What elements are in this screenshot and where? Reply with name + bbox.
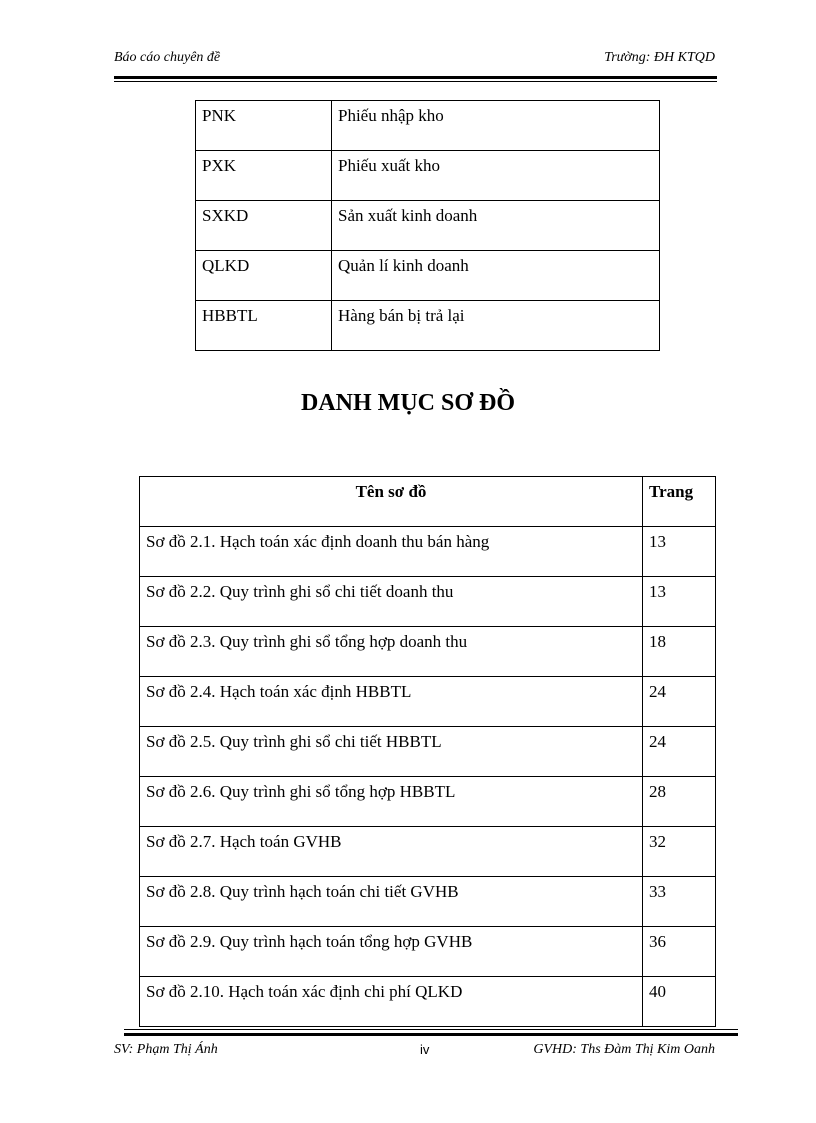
- column-header-page: Trang: [643, 477, 716, 527]
- table-header-row: [140, 477, 716, 527]
- abbr-code: SXKD: [196, 201, 332, 251]
- abbr-meaning: Phiếu xuất kho: [332, 151, 660, 201]
- header-rule-thin: [114, 81, 717, 82]
- header-report-title: Báo cáo chuyên đề: [114, 50, 221, 65]
- diagram-page: 36: [643, 927, 716, 977]
- diagram-list-table: [139, 476, 716, 1027]
- diagram-page: 13: [643, 527, 716, 577]
- diagram-name: Sơ đồ 2.9. Quy trình hạch toán tổng hợp GVHB: [140, 927, 643, 977]
- section-title: DANH MỤC SƠ ĐỒ: [301, 390, 515, 416]
- footer-rule-thin: [124, 1029, 738, 1030]
- abbr-code: PXK: [196, 151, 332, 201]
- diagram-name: Sơ đồ 2.4. Hạch toán xác định HBBTL: [140, 677, 643, 727]
- abbreviation-table: [195, 100, 660, 351]
- diagram-page: 33: [643, 877, 716, 927]
- abbr-meaning: Phiếu nhập kho: [332, 101, 660, 151]
- diagram-page: 40: [643, 977, 716, 1027]
- footer-page-number: iv: [420, 1042, 430, 1057]
- table-row: [140, 677, 716, 727]
- footer-student: SV: Phạm Thị Ánh: [114, 1042, 218, 1057]
- table-row: [140, 577, 716, 627]
- table-row: [196, 301, 660, 351]
- diagram-name: Sơ đồ 2.10. Hạch toán xác định chi phí QLKD: [140, 977, 643, 1027]
- diagram-name: Sơ đồ 2.8. Quy trình hạch toán chi tiết GVHB: [140, 877, 643, 927]
- abbr-meaning: Quản lí kinh doanh: [332, 251, 660, 301]
- diagram-page: 32: [643, 827, 716, 877]
- table-row: [196, 251, 660, 301]
- footer-rule-thick: [124, 1033, 738, 1036]
- diagram-name: Sơ đồ 2.6. Quy trình ghi sổ tổng hợp HBBTL: [140, 777, 643, 827]
- diagram-page: 18: [643, 627, 716, 677]
- abbr-meaning: Hàng bán bị trả lại: [332, 301, 660, 351]
- diagram-name: Sơ đồ 2.1. Hạch toán xác định doanh thu bán hàng: [140, 527, 643, 577]
- table-row: [140, 627, 716, 677]
- diagram-name: Sơ đồ 2.3. Quy trình ghi sổ tổng hợp doanh thu: [140, 627, 643, 677]
- diagram-page: 28: [643, 777, 716, 827]
- table-row: [140, 527, 716, 577]
- diagram-page: 13: [643, 577, 716, 627]
- table-row: [140, 927, 716, 977]
- abbr-code: QLKD: [196, 251, 332, 301]
- table-row: [196, 101, 660, 151]
- table-row: [140, 877, 716, 927]
- table-row: [140, 777, 716, 827]
- abbr-code: HBBTL: [196, 301, 332, 351]
- diagram-page: 24: [643, 677, 716, 727]
- header-rule-thick: [114, 76, 717, 79]
- diagram-name: Sơ đồ 2.7. Hạch toán GVHB: [140, 827, 643, 877]
- page-footer: [114, 1042, 715, 1062]
- header-school: Trường: ĐH KTQD: [604, 50, 715, 65]
- column-header-name: Tên sơ đồ: [140, 477, 643, 527]
- table-row: [196, 201, 660, 251]
- footer-supervisor: GVHD: Ths Đàm Thị Kim Oanh: [533, 1042, 715, 1057]
- diagram-page: 24: [643, 727, 716, 777]
- diagram-name: Sơ đồ 2.5. Quy trình ghi sổ chi tiết HBBTL: [140, 727, 643, 777]
- abbr-code: PNK: [196, 101, 332, 151]
- table-row: [196, 151, 660, 201]
- table-row: [140, 727, 716, 777]
- table-row: [140, 827, 716, 877]
- table-row: [140, 977, 716, 1027]
- diagram-name: Sơ đồ 2.2. Quy trình ghi sổ chi tiết doanh thu: [140, 577, 643, 627]
- page-header: [114, 50, 715, 70]
- abbr-meaning: Sản xuất kinh doanh: [332, 201, 660, 251]
